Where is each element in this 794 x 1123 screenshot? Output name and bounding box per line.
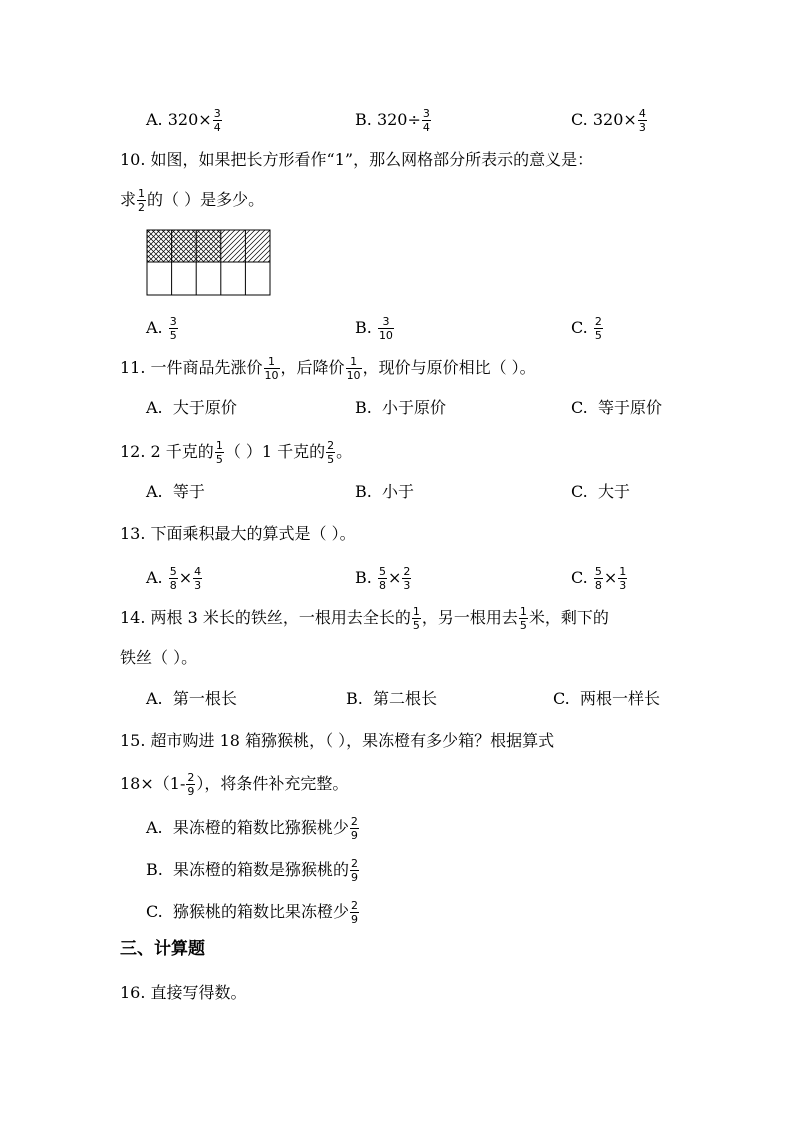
denominator: 2	[138, 201, 146, 214]
rectangle-grid-figure	[146, 229, 272, 297]
option-text: 第二根长	[373, 689, 438, 708]
q12-option-c[interactable]	[571, 484, 630, 500]
text: 14. 两根 3 米长的铁丝，一根用去全长的	[120, 608, 411, 627]
fraction	[594, 566, 603, 591]
text: ，现价与原价相比（ ）。	[362, 358, 536, 377]
fraction	[638, 108, 647, 133]
q11-option-c[interactable]	[571, 400, 662, 416]
numerator: 1	[264, 356, 280, 369]
option-label: A.	[146, 110, 163, 129]
grid-cell-crosshatch	[196, 230, 221, 262]
option-label: C.	[571, 482, 588, 501]
q10-option-b[interactable]	[355, 316, 395, 341]
denominator: 8	[378, 579, 386, 592]
q13-stem: 13. 下面乘积最大的算式是（ ）。	[120, 524, 356, 543]
option-text: 等于	[172, 482, 205, 501]
option-label: A.	[146, 482, 163, 501]
q10-stem-line2	[120, 188, 264, 213]
fraction	[213, 108, 222, 133]
numerator: 1	[619, 565, 627, 578]
fraction	[169, 566, 178, 591]
denominator: 5	[594, 329, 602, 342]
fraction	[412, 606, 421, 631]
denominator: 5	[169, 329, 177, 342]
fraction	[519, 606, 528, 631]
section-title: 三、计算题	[120, 939, 205, 959]
text: ），将条件补充完整。	[196, 774, 349, 793]
option-expr: 320÷	[376, 110, 421, 129]
q9-option-a[interactable]	[146, 108, 223, 133]
option-label: C.	[571, 398, 588, 417]
option-text: 第一根长	[172, 689, 237, 708]
text: 18×（1-	[120, 774, 186, 793]
numerator: 2	[351, 857, 359, 870]
q12-option-a[interactable]	[146, 484, 205, 500]
q13-option-c[interactable]	[571, 566, 628, 591]
fraction	[402, 566, 411, 591]
denominator: 5	[519, 619, 527, 632]
option-label: B.	[355, 568, 372, 587]
text: ，另一根用去	[421, 608, 518, 627]
q13-option-b[interactable]	[355, 566, 412, 591]
numerator: 1	[215, 439, 223, 452]
fraction	[169, 316, 178, 341]
fraction	[594, 316, 603, 341]
grid-cell-hatch	[245, 230, 270, 262]
operator: ×	[178, 568, 193, 587]
numerator: 1	[138, 187, 146, 200]
option-label: B.	[146, 860, 163, 879]
option-expr: 320×	[167, 110, 212, 129]
numerator: 2	[350, 815, 358, 828]
q12-option-b[interactable]	[355, 484, 414, 500]
denominator: 9	[351, 871, 359, 884]
numerator: 1	[519, 605, 527, 618]
operator: ×	[387, 568, 402, 587]
fraction	[422, 108, 431, 133]
q10-option-a[interactable]	[146, 316, 179, 341]
text: 的（ ）是多少。	[147, 190, 265, 209]
q15-option-a[interactable]	[146, 816, 360, 841]
fraction	[137, 188, 146, 213]
q14-stem-line1	[120, 606, 609, 631]
option-label: C.	[553, 689, 570, 708]
option-label: B.	[346, 689, 363, 708]
q14-stem-line2: 铁丝（ ）。	[120, 648, 198, 667]
denominator: 9	[187, 785, 195, 798]
text: 12. 2 千克的	[120, 442, 214, 461]
text: 。	[336, 442, 353, 461]
numerator: 2	[327, 439, 335, 452]
q11-option-a[interactable]	[146, 400, 237, 416]
q15-stem-line2	[120, 772, 348, 797]
option-text: 果冻橙的箱数是猕猴桃的	[173, 860, 350, 879]
numerator: 3	[422, 107, 430, 120]
option-label: B.	[355, 482, 372, 501]
option-label: C.	[146, 902, 163, 921]
grid-cell-hatch	[221, 230, 246, 262]
numerator: 1	[412, 605, 420, 618]
fraction	[350, 858, 359, 883]
numerator: 3	[169, 315, 177, 328]
option-text: 小于	[382, 482, 415, 501]
q15-stem-line1: 15. 超市购进 18 箱猕猴桃，（ ），果冻橙有多少箱？根据算式	[120, 731, 555, 750]
option-label: A.	[146, 818, 163, 837]
grid-cell-crosshatch	[147, 230, 172, 262]
q15-option-b[interactable]	[146, 858, 360, 883]
denominator: 4	[213, 121, 221, 134]
q16-stem: 16. 直接写得数。	[120, 983, 247, 1002]
option-label: A.	[146, 689, 163, 708]
text: 米，剩下的	[528, 608, 609, 627]
fraction	[350, 900, 359, 925]
denominator: 10	[264, 369, 279, 382]
option-text: 小于原价	[382, 398, 447, 417]
option-label: B.	[355, 318, 372, 337]
fraction	[193, 566, 202, 591]
numerator: 2	[187, 771, 195, 784]
q10-stem-line1: 10. 如图，如果把长方形看作“1”，那么网格部分所表示的意义是：	[120, 150, 594, 169]
text: 11. 一件商品先涨价	[120, 358, 263, 377]
q13-option-a[interactable]	[146, 566, 203, 591]
option-label: B.	[355, 110, 372, 129]
option-label: C.	[571, 110, 588, 129]
q14-option-c[interactable]	[553, 691, 660, 707]
denominator: 8	[169, 579, 177, 592]
numerator: 2	[594, 315, 602, 328]
q9-option-b[interactable]	[355, 108, 432, 133]
fraction	[350, 816, 359, 841]
q15-option-c[interactable]	[146, 900, 360, 925]
option-text: 大于	[597, 482, 630, 501]
text: 求	[120, 190, 137, 209]
numerator: 5	[378, 565, 386, 578]
denominator: 3	[619, 579, 627, 592]
fraction	[378, 316, 394, 341]
option-text: 两根一样长	[579, 689, 660, 708]
option-text: 猕猴桃的箱数比果冻橙少	[172, 902, 349, 921]
fraction	[378, 566, 387, 591]
numerator: 1	[346, 356, 362, 369]
denominator: 3	[403, 579, 411, 592]
numerator: 4	[638, 107, 646, 120]
denominator: 5	[215, 453, 223, 466]
denominator: 3	[638, 121, 646, 134]
denominator: 9	[350, 913, 358, 926]
numerator: 3	[213, 107, 221, 120]
numerator: 2	[350, 899, 358, 912]
option-text: 等于原价	[597, 398, 662, 417]
operator: ×	[603, 568, 618, 587]
denominator: 5	[412, 619, 420, 632]
denominator: 10	[346, 369, 361, 382]
denominator: 4	[422, 121, 430, 134]
grid-cell-crosshatch	[172, 230, 197, 262]
fraction	[215, 440, 224, 465]
numerator: 5	[169, 565, 177, 578]
denominator: 5	[327, 453, 335, 466]
text: （ ）1 千克的	[224, 442, 326, 461]
option-label: C.	[571, 568, 588, 587]
numerator: 3	[378, 316, 394, 329]
option-label: C.	[571, 318, 588, 337]
option-expr: 320×	[592, 110, 637, 129]
denominator: 3	[194, 579, 202, 592]
denominator: 10	[378, 329, 393, 342]
q11-option-b[interactable]	[355, 400, 446, 416]
numerator: 2	[403, 565, 411, 578]
option-label: A.	[146, 398, 163, 417]
denominator: 9	[350, 829, 358, 842]
fraction	[326, 440, 335, 465]
fraction	[264, 356, 280, 381]
option-text: 果冻橙的箱数比猕猴桃少	[172, 818, 349, 837]
q14-option-b[interactable]	[346, 691, 437, 707]
option-text: 大于原价	[172, 398, 237, 417]
option-label: B.	[355, 398, 372, 417]
numerator: 5	[594, 565, 602, 578]
q11-stem	[120, 356, 536, 381]
q9-option-c[interactable]	[571, 108, 648, 133]
option-label: A.	[146, 318, 163, 337]
q10-option-c[interactable]	[571, 316, 604, 341]
q14-option-a[interactable]	[146, 691, 237, 707]
option-label: A.	[146, 568, 163, 587]
q12-stem	[120, 440, 352, 465]
numerator: 4	[194, 565, 202, 578]
fraction	[618, 566, 627, 591]
text: ，后降价	[280, 358, 345, 377]
denominator: 8	[594, 579, 602, 592]
fraction	[346, 356, 362, 381]
fraction	[186, 772, 195, 797]
